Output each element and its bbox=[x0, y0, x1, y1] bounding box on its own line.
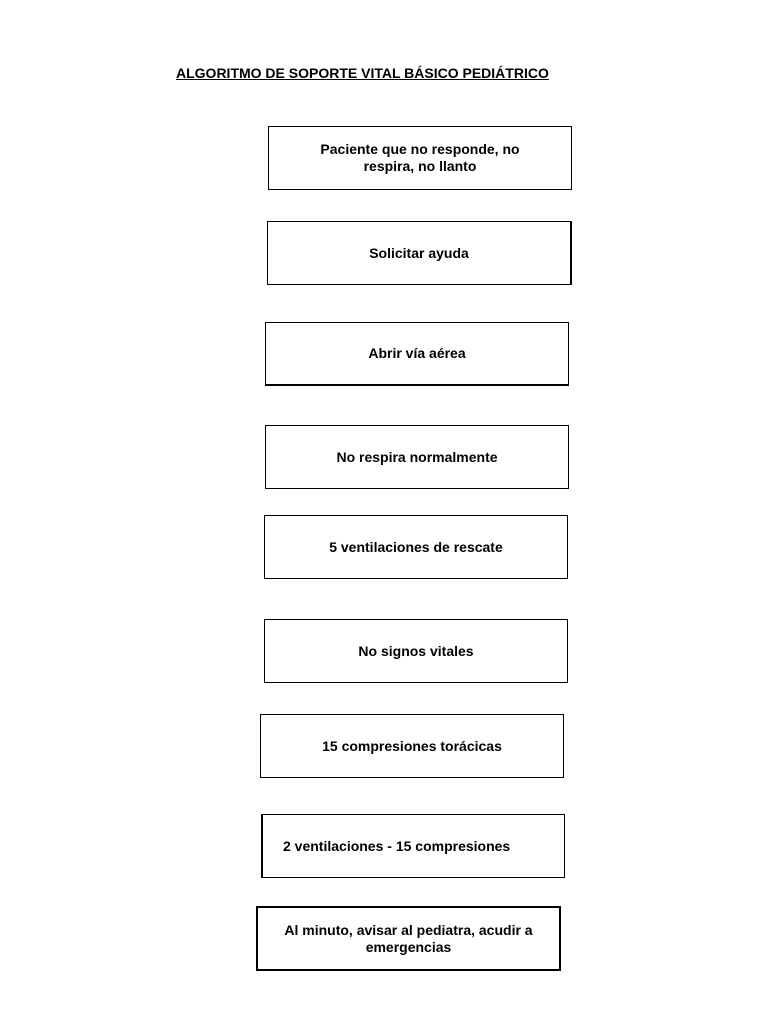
step-label: 5 ventilaciones de rescate bbox=[329, 538, 503, 555]
diagram-title: ALGORITMO DE SOPORTE VITAL BÁSICO PEDIÁTRICO bbox=[176, 65, 549, 81]
step-label: No respira normalmente bbox=[336, 448, 498, 465]
step-label: 15 compresiones torácicas bbox=[322, 737, 502, 754]
step-label: Al minuto, avisar al pediatra, acudir a emergencias bbox=[284, 921, 533, 955]
step-box-not-breathing bbox=[265, 425, 569, 489]
step-label: Paciente que no responde, no respira, no llanto bbox=[320, 141, 520, 174]
step-box-call-help bbox=[267, 221, 572, 285]
step-box-notify-pediatrician bbox=[256, 906, 561, 971]
step-label: Solicitar ayuda bbox=[369, 244, 469, 261]
step-box-chest-compressions bbox=[260, 714, 564, 778]
step-box-open-airway bbox=[265, 322, 569, 386]
step-box-no-vital-signs bbox=[264, 619, 568, 683]
step-box-unresponsive bbox=[268, 126, 572, 190]
step-box-breaths-compressions-cycle bbox=[261, 814, 565, 878]
step-box-rescue-breaths bbox=[264, 515, 568, 579]
step-label: Abrir vía aérea bbox=[368, 345, 466, 361]
step-label: No signos vitales bbox=[358, 642, 474, 659]
step-label: 2 ventilaciones - 15 compresiones bbox=[283, 837, 511, 854]
